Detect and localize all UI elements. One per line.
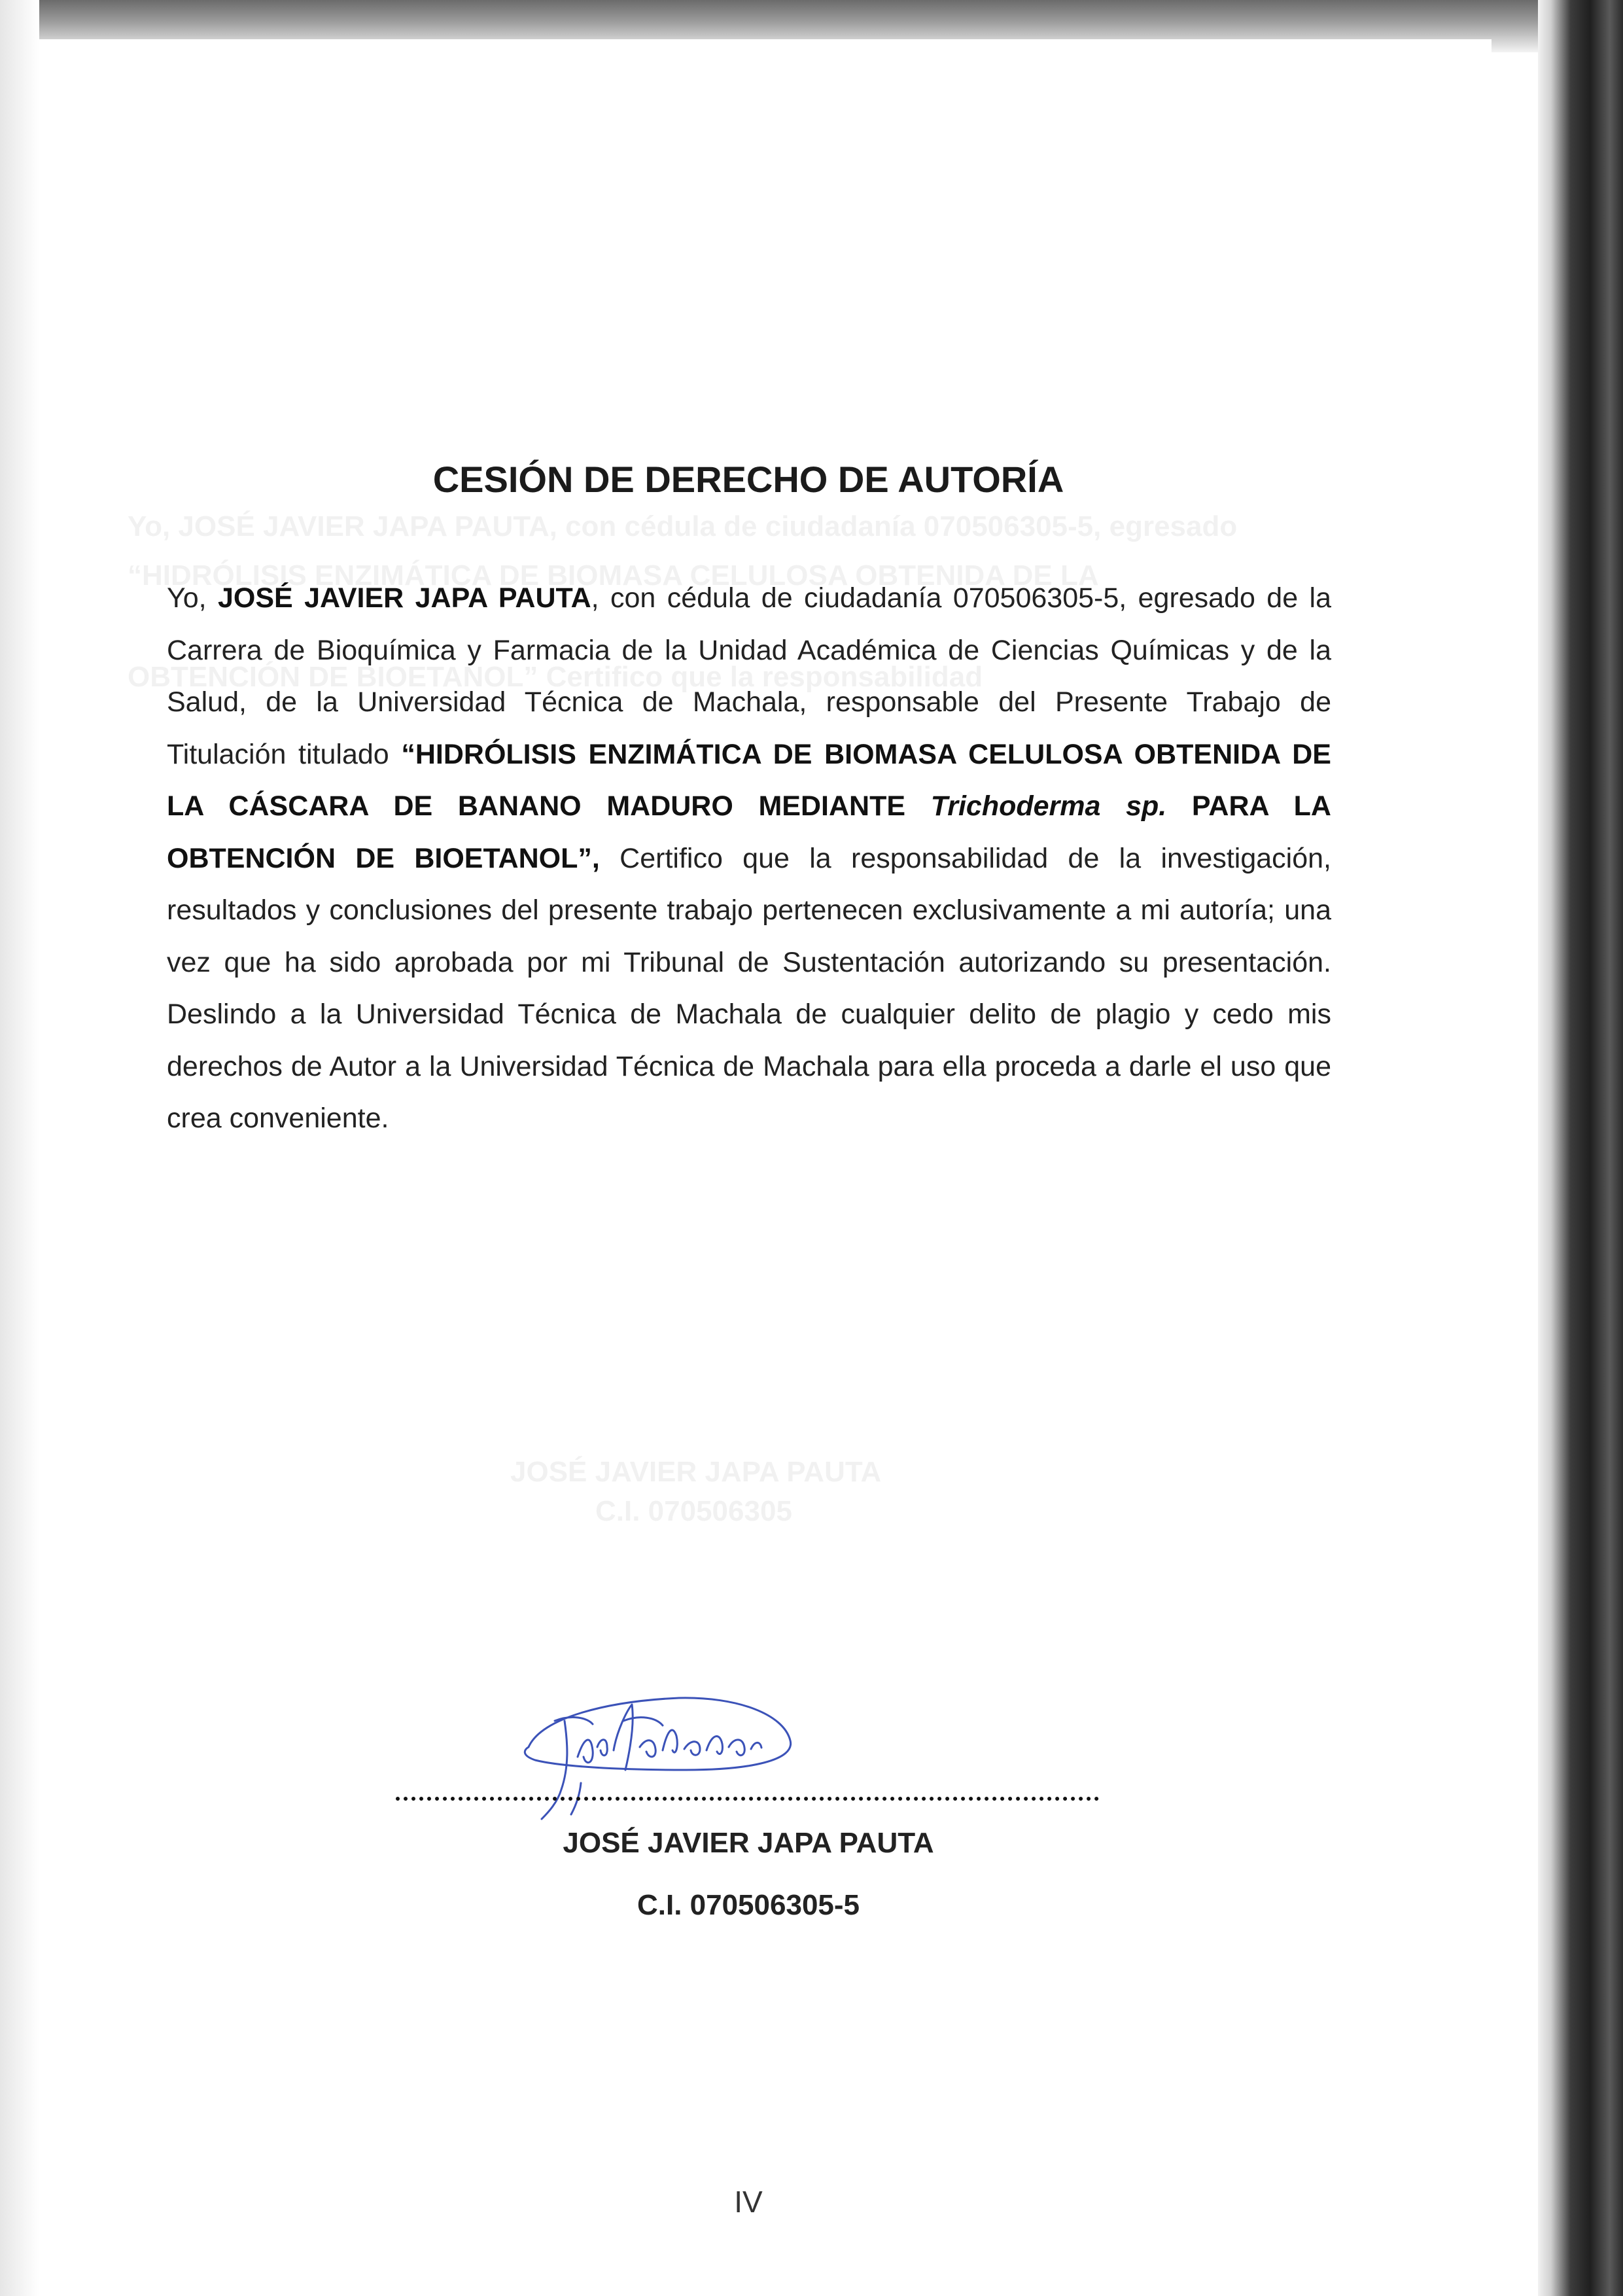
- author-name: JOSÉ JAVIER JAPA PAUTA: [217, 582, 591, 614]
- thesis-title-part2: PARA LA OBTENCIÓN DE BIOETANOL”,: [167, 790, 1331, 874]
- signer-id-number: C.I. 070506305-5: [637, 1889, 860, 1921]
- handwritten-signature: [515, 1685, 797, 1826]
- signature-line: [396, 1773, 1099, 1801]
- body-intro: Yo,: [167, 582, 218, 614]
- body-certification: Certifico que la responsabilidad de la investigación, resultados y conclusiones del presente trabajo pertenecen exclusivamente a mi autoría; una vez que ha sido aprobada por mi Tribunal de Sustentación autorizando su presentación. Deslindo a la Universidad Técnica de Machala de cualquier delito de plagio y cedo mis derechos de Autor a la Universidad Técnica de Machala para ella proceda a darle el uso que crea conveniente.: [167, 842, 1331, 1134]
- thesis-title-species: Trichoderma sp.: [930, 790, 1167, 822]
- document-page: Yo, JOSÉ JAVIER JAPA PAUTA, con cédula de ciudadanía 070506305-5, egresado “HIDRÓLISIS ENZIMÁTICA DE BIOMASA CELULOSA OBTENIDA DE LA OBTENCIÓN DE BIOETANOL” Certifico que la responsabilidad JOSÉ JAVIER JAPA PAUTA C.I. 070506305 CESIÓN DE DERECHO DE AUTORÍA Yo, JOSÉ JAVIER JAPA PAUTA, con cédula de ciudadanía 070506305-5, egresado de la Carrera de Bioquímica y Farmacia de la Unidad Académica de Ciencias Químicas y de la Salud, de la Universidad Técnica de Machala, responsable del Presente Trabajo de Titulación titulado “HIDRÓLISIS ENZIMÁTICA DE BIOMASA CELULOSA OBTENIDA DE LA CÁSCARA DE BANANO MADURO MEDIANTE Trichoderma sp. PARA LA OBTENCIÓN DE BIOETANOL”, Certifico que la responsabilidad de la investigación, resultados y conclusiones del presente trabajo pertenecen exclusivamente a mi autoría; una vez que ha sido aprobada por mi Tribunal de Sustentación autorizando su presentación. Deslindo a la Universidad Técnica de Machala de cualquier delito de plagio y cedo mis derechos de Autor a la Universidad Técnica de Machala para ella proceda a darle el uso que crea conveniente. JOSÉ JAVIER JAPA PAUTA C.I. 070506305-5 IV: [39, 39, 1492, 2296]
- signer-name: JOSÉ JAVIER JAPA PAUTA: [563, 1827, 934, 1859]
- thesis-title-part1: “HIDRÓLISIS ENZIMÁTICA DE BIOMASA CELULOSA OBTENIDA DE LA CÁSCARA DE BANANO MADURO MEDIANTE: [167, 738, 1331, 822]
- body-credentials: , con cédula de ciudadanía 070506305-5, egresado de la Carrera de Bioquímica y Farmacia de la Unidad Académica de Ciencias Químicas y de la Salud, de la Universidad Técnica de Machala, responsable del Presente Trabajo de Titulación titulado: [167, 582, 1331, 770]
- authorship-statement: [167, 573, 1331, 1145]
- scan-right-edge: [1538, 0, 1623, 2296]
- page-number: IV: [734, 2185, 763, 2219]
- scan-left-edge: [0, 0, 39, 2296]
- document-title: CESIÓN DE DERECHO DE AUTORÍA: [432, 459, 1064, 500]
